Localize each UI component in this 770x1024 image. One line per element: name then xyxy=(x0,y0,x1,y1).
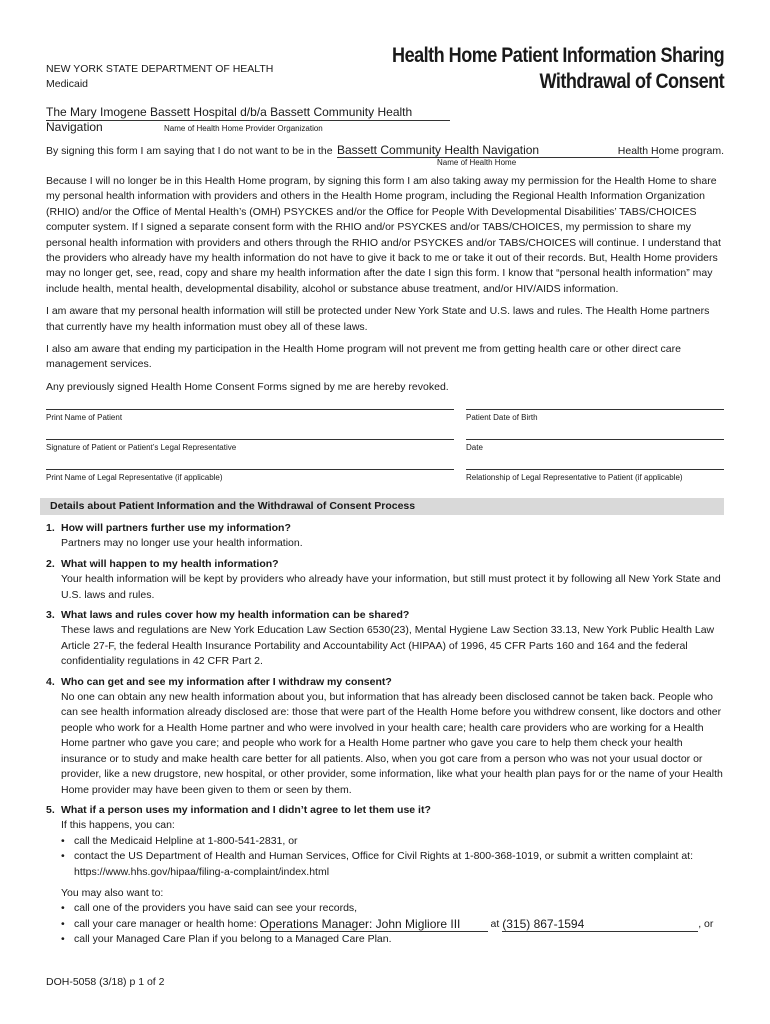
care-manager-name-field[interactable]: Operations Manager: John Migliore III xyxy=(260,918,488,932)
consent-body xyxy=(46,174,724,402)
patient-name-field[interactable] xyxy=(46,409,454,422)
health-home-name-caption: Name of Health Home xyxy=(437,158,517,167)
statement-prefix: By signing this form I am saying that I do not want to be in the xyxy=(46,145,333,157)
signature-label: Signature of Patient or Patient’s Legal Representative xyxy=(46,443,237,452)
list-item: • contact the US Department of Health and Human Services, Office for Civil Rights at 1-800-368-1019, or submit a written complaint at: https://www.hhs.gov/hipaa/filing-a-complaint/index.html xyxy=(61,850,694,878)
list-item: • call your Managed Care Plan if you belong to a Managed Care Plan. xyxy=(61,933,392,946)
statement-suffix: Health Home program. xyxy=(617,145,724,157)
agency-block xyxy=(46,62,273,92)
answer-4: No one can obtain any new health information about you, but information that has already been disclosed cannot be taken back. People who can see health information already disclosed are: those that were part of the Health Home before you withdrew consent, like doctors and other people who work for a Health Home partner and who were involved in your health care; health care providers who are working for a Health Home partner who gave you care; and people who work for a Health Home partner who gave you care to help them check your health insurance or to study and make health care better for all patients. Also, when you got care from a person who was not your usual doctor or provider, like a new drugstore, new hospital, or other provider, some information, like what your health plan pays for or the name of your Health Home provider may have been given to them or seen by them. xyxy=(61,691,723,796)
paragraph: I am aware that my personal health information will still be protected under New York State and U.S. laws and rules. The Health Home partners that currently have my health information must obey all of these laws. xyxy=(46,305,710,333)
question-1: 1. How will partners further use my information? xyxy=(46,522,291,534)
patient-dob-field[interactable] xyxy=(466,409,724,422)
list-item: • call one of the providers you have said can see your records, xyxy=(61,902,358,915)
patient-dob-label: Patient Date of Birth xyxy=(466,413,538,422)
agency-division: Medicaid xyxy=(46,78,89,90)
details-section-header xyxy=(40,498,724,515)
legal-rep-name-label: Print Name of Legal Representative (if applicable) xyxy=(46,473,223,482)
legal-rep-name-field[interactable] xyxy=(46,469,454,482)
answer-3: These laws and regulations are New York Education Law Section 6530(23), Mental Hygiene Law Section 33.13, New York Public Health Law Article 27-F, the federal Health Insurance Portability and Accountability Act (HIPAA) of 1996, 45 CFR Parts 160 and 164 and the federal confidentiality regulations in 42 CFR Part 2. xyxy=(61,624,715,668)
care-manager-phone-field[interactable]: (315) 867-1594 xyxy=(502,918,698,932)
signature-field[interactable] xyxy=(46,439,454,452)
form-title-line2: Withdrawal of Consent xyxy=(539,70,724,93)
list-item: • call your care manager or health home: Operations Manager: John Migliore III at (315) 867-1594 , or xyxy=(61,917,714,932)
answer-2: Your health information will be kept by providers who already have your information, but still must protect it by following all New York State and U.S. laws and rules. xyxy=(61,573,721,601)
answer-5-also: You may also want to: xyxy=(61,886,164,899)
relationship-label: Relationship of Legal Representative to Patient (if applicable) xyxy=(466,473,683,482)
question-3: 3. What laws and rules cover how my health information can be shared? xyxy=(46,609,410,622)
paragraph: Any previously signed Health Home Consent Forms signed by me are hereby revoked. xyxy=(46,380,449,393)
health-home-statement xyxy=(46,143,724,159)
form-footer: DOH-5058 (3/18) p 1 of 2 xyxy=(46,976,165,988)
question-2: 2. What will happen to my health information? xyxy=(46,557,279,570)
health-home-name-field[interactable]: Bassett Community Health Navigation xyxy=(337,143,659,158)
question-4: 4. Who can get and see my information after I withdraw my consent? xyxy=(46,675,392,688)
paragraph: Because I will no longer be in this Health Home program, by signing this form I am also taking away my permission for the Health Home to share my personal health information with providers and others in the Health Home program, including the Regional Health Information Organization (RHIO) and/or the Office of Mental Health’s (OMH) PSYCKES and/or the Office for People With Developmental Disabilities’ TABS/CHOICES computer system. If I signed a separate consent form with the RHIO and/or PSYCKES and/or TABS/CHOICES, my permission to share my personal health information with providers and others through the RHIO and/or PSYCKES and/or TABS/CHOICES will continue. I understand that the providers who already have my health information do not have to give it back to me or take it out of their records. But, Health Home providers may no longer get, see, read, copy and share my health information after the date I sign this form. I know that “personal health information” may include health, mental health, developmental disability, alcohol or substance abuse treatment, and/or HIV/AIDS information. xyxy=(46,175,721,295)
list-item: • call the Medicaid Helpline at 1-800-541-2831, or xyxy=(61,834,298,847)
answer-5-intro: If this happens, you can: xyxy=(61,819,175,832)
patient-name-label: Print Name of Patient xyxy=(46,413,123,422)
date-field[interactable] xyxy=(466,439,724,452)
form-title-line1: Health Home Patient Information Sharing xyxy=(391,44,724,67)
form-title xyxy=(392,43,724,95)
question-5: 5. What if a person uses my information and I didn’t agree to let them use it? xyxy=(46,803,431,816)
details-section-title: Details about Patient Information and the Withdrawal of Consent Process xyxy=(50,500,416,512)
relationship-field[interactable] xyxy=(466,469,724,482)
paragraph: I also am aware that ending my participation in the Health Home program will not prevent me from getting health care or other direct care management services. xyxy=(46,343,681,371)
agency-name: NEW YORK STATE DEPARTMENT OF HEALTH xyxy=(46,63,274,75)
answer-1: Partners may no longer use your health information. xyxy=(61,537,303,550)
provider-name-field[interactable]: The Mary Imogene Bassett Hospital d/b/a Bassett Community Health Navigation xyxy=(46,105,450,121)
faq-list xyxy=(46,521,724,948)
date-label: Date xyxy=(466,443,483,452)
provider-name-caption: Name of Health Home Provider Organization xyxy=(164,124,323,133)
